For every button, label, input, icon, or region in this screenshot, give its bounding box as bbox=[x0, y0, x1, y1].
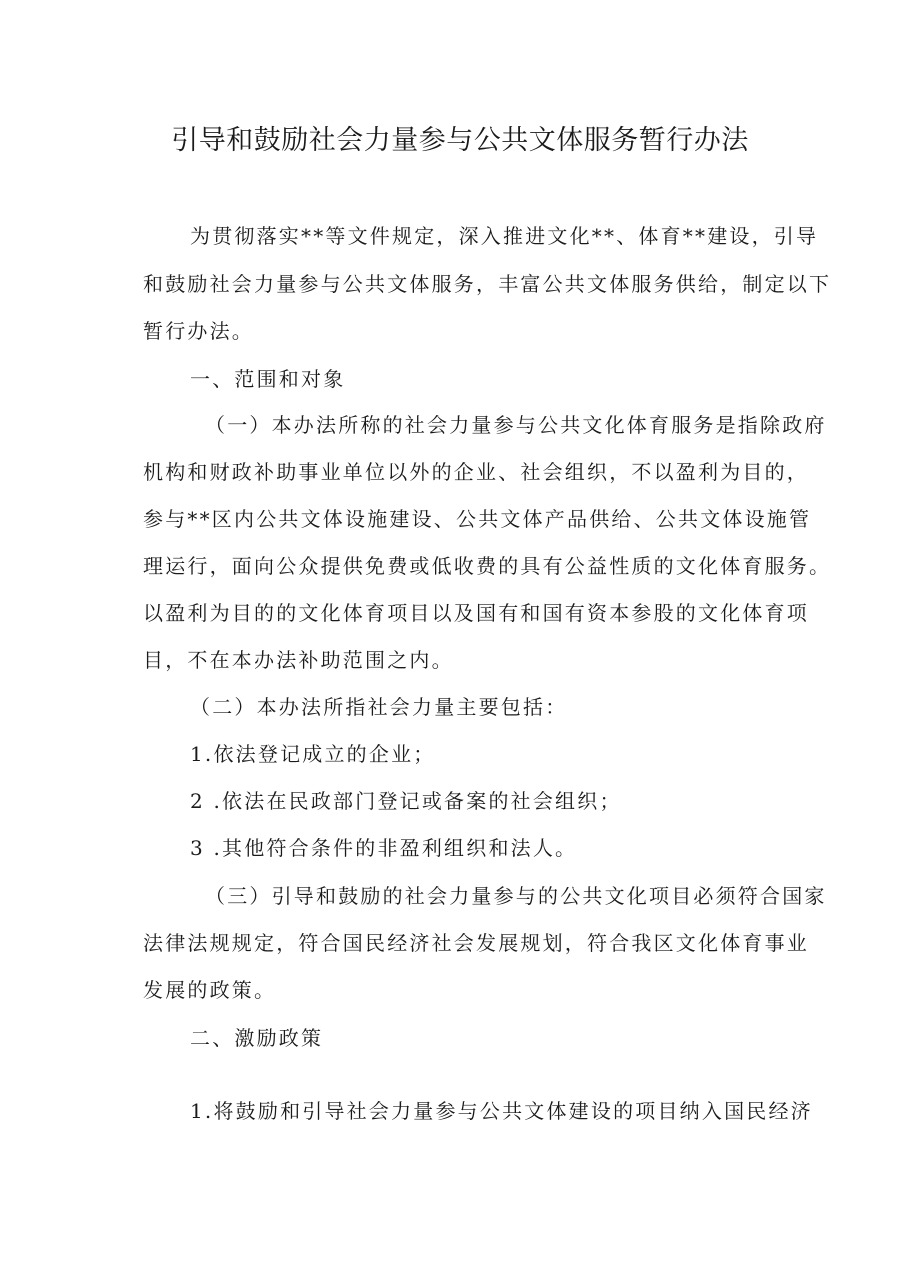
document-title: 引导和鼓励社会力量参与公共文体服务暂行办法 bbox=[171, 125, 749, 156]
text-line: 以盈利为目的的文化体育项目以及国有和国有资本参股的文化体育项 bbox=[143, 601, 809, 625]
text-line: 和鼓励社会力量参与公共文体服务，丰富公共文体服务供给，制定以下 bbox=[143, 272, 832, 296]
section-heading: 一、范围和对象 bbox=[190, 367, 346, 391]
text-line: 理运行，面向公众提供免费或低收费的具有公益性质的文化体育服务。 bbox=[143, 554, 832, 578]
text-line: 机构和财政补助事业单位以外的企业、社会组织，不以盈利为目的， bbox=[143, 460, 809, 484]
text-line: 暂行办法。 bbox=[143, 319, 254, 343]
list-item: 1.依法登记成立的企业； bbox=[190, 742, 436, 766]
list-item: 1.将鼓励和引导社会力量参与公共文体建设的项目纳入国民经济 bbox=[190, 1099, 813, 1123]
text-line: 法律法规规定，符合国民经济社会发展规划，符合我区文化体育事业 bbox=[143, 931, 809, 955]
text-line: 发展的政策。 bbox=[143, 978, 277, 1002]
text-line: 目，不在本办法补助范围之内。 bbox=[143, 648, 454, 672]
text-line: （一）本办法所称的社会力量参与公共文化体育服务是指除政府 bbox=[205, 413, 827, 437]
section-heading: 二、激励政策 bbox=[190, 1026, 324, 1050]
text-line: （三）引导和鼓励的社会力量参与的公共文化项目必须符合国家 bbox=[205, 884, 827, 908]
list-item: 2 .依法在民政部门登记或备案的社会组织； bbox=[190, 789, 622, 813]
text-line: （二）本办法所指社会力量主要包括： bbox=[190, 695, 568, 719]
list-item: 3 .其他符合条件的非盈利组织和法人。 bbox=[190, 836, 578, 860]
text-line: 为贯彻落实**等文件规定，深入推进文化**、体育**建设，引导 bbox=[190, 224, 819, 248]
text-line: 参与**区内公共文体设施建设、公共文体产品供给、公共文体设施管 bbox=[143, 507, 812, 531]
